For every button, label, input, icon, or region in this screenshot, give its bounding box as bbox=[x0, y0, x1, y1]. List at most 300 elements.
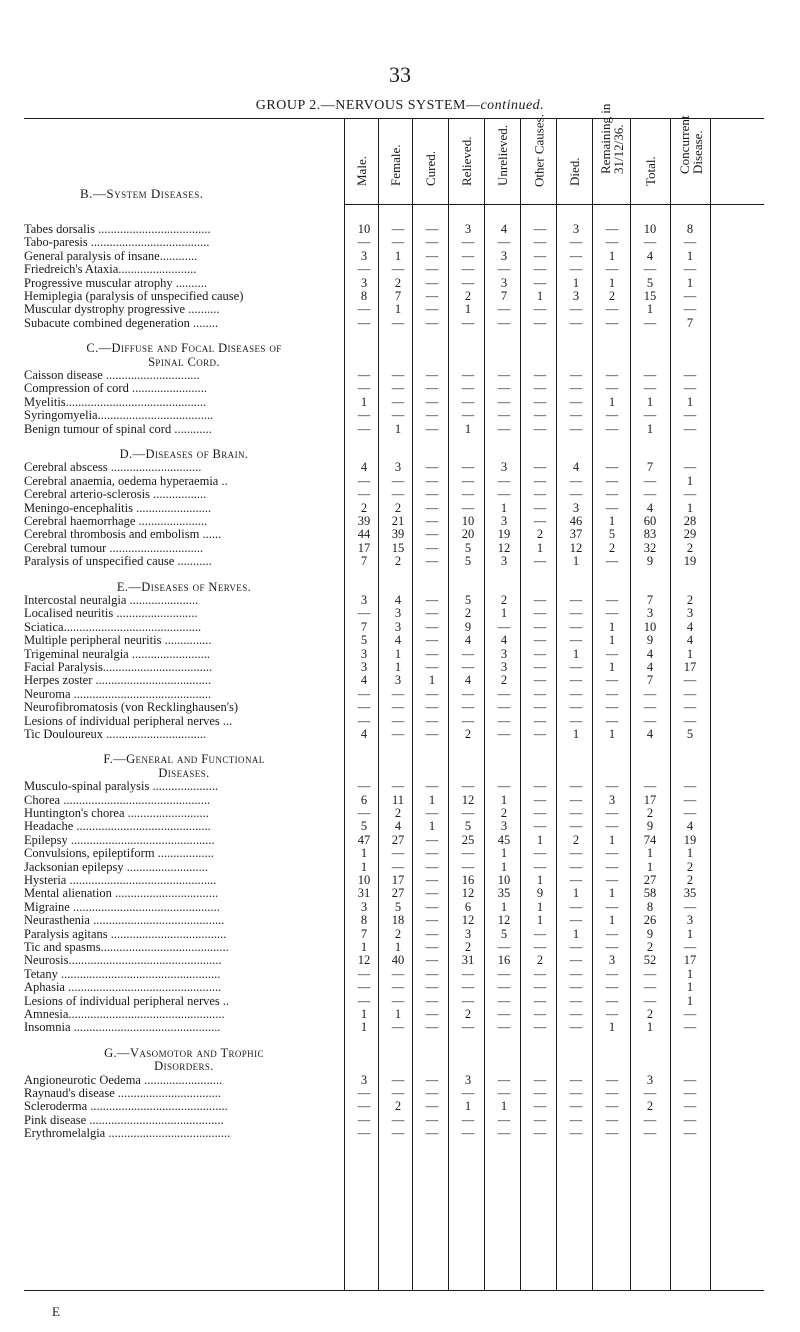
table-cell: 2 bbox=[686, 593, 694, 607]
table-cell: — bbox=[533, 846, 547, 861]
table-cell: 26 bbox=[643, 913, 657, 928]
table-cell: 1 bbox=[686, 473, 694, 488]
table-cell: — bbox=[461, 487, 475, 502]
table-cell: 16 bbox=[497, 953, 511, 968]
table-cell: — bbox=[391, 1112, 405, 1127]
table-cell: 40 bbox=[391, 953, 405, 968]
table-cell: — bbox=[533, 235, 547, 250]
table-cell: — bbox=[497, 1072, 511, 1087]
table-cell: — bbox=[533, 926, 547, 941]
table-cell: 3 bbox=[464, 926, 472, 941]
table-cell: 2 bbox=[394, 926, 402, 941]
table-cell: 1 bbox=[500, 606, 508, 621]
row-label: Insomnia ............................................... bbox=[24, 1020, 221, 1035]
table-cell: 3 bbox=[360, 646, 368, 661]
table-cell: 3 bbox=[608, 953, 616, 968]
table-cell: — bbox=[533, 368, 547, 382]
table-cell: — bbox=[425, 700, 439, 715]
table-cell: 17 bbox=[391, 873, 405, 887]
table-cell: — bbox=[533, 619, 547, 634]
table-cell: 2 bbox=[394, 806, 402, 820]
table-cell: — bbox=[461, 1112, 475, 1127]
column-header-label: Total. bbox=[642, 156, 658, 186]
table-cell: — bbox=[605, 686, 619, 701]
table-cell: 1 bbox=[428, 819, 436, 834]
table-cell: 1 bbox=[394, 646, 402, 661]
table-cell: — bbox=[569, 940, 583, 954]
row-label: Caisson disease .............................. bbox=[24, 368, 200, 382]
table-cell: — bbox=[605, 1112, 619, 1127]
table-cell: — bbox=[533, 248, 547, 263]
table-cell: — bbox=[497, 302, 511, 317]
table-cell: — bbox=[461, 859, 475, 874]
column-header bbox=[557, 118, 592, 204]
table-cell: 19 bbox=[497, 527, 511, 542]
table-cell: — bbox=[391, 235, 405, 250]
table-cell: 28 bbox=[683, 514, 697, 528]
table-cell: — bbox=[391, 262, 405, 277]
table-cell: — bbox=[497, 1112, 511, 1127]
table-cell: — bbox=[643, 1126, 657, 1141]
table-cell: — bbox=[357, 686, 371, 701]
table-cell: 10 bbox=[357, 222, 371, 236]
table-cell: — bbox=[683, 1086, 697, 1100]
table-cell: — bbox=[391, 1072, 405, 1087]
table-cell: 10 bbox=[357, 873, 371, 887]
table-cell: — bbox=[533, 700, 547, 715]
table-cell: — bbox=[461, 966, 475, 981]
table-cell: — bbox=[569, 381, 583, 396]
table-cell: — bbox=[461, 381, 475, 396]
table-cell: 2 bbox=[646, 940, 654, 954]
table-cell: — bbox=[569, 686, 583, 701]
row-label: Meningo-encephalitis ........................ bbox=[24, 500, 212, 515]
table-cell: — bbox=[425, 953, 439, 968]
table-cell: — bbox=[391, 727, 405, 741]
table-cell: — bbox=[643, 1086, 657, 1100]
table-cell: 3 bbox=[360, 275, 368, 290]
table-cell: — bbox=[643, 993, 657, 1008]
table-cell: 1 bbox=[608, 913, 616, 928]
table-cell: 5 bbox=[608, 527, 616, 542]
table-cell: — bbox=[569, 593, 583, 607]
table-cell: — bbox=[425, 859, 439, 874]
table-cell: 2 bbox=[608, 289, 616, 303]
table-cell: — bbox=[605, 262, 619, 277]
table-cell: 3 bbox=[360, 593, 368, 607]
table-cell: — bbox=[533, 315, 547, 330]
table-cell: 2 bbox=[686, 859, 694, 874]
table-cell: 12 bbox=[461, 913, 475, 928]
section-title: G.—Vasomotor and Trophic bbox=[104, 1045, 264, 1060]
table-cell: 3 bbox=[686, 913, 694, 928]
table-cell: 1 bbox=[428, 673, 436, 688]
table-cell: — bbox=[461, 646, 475, 661]
table-cell: — bbox=[425, 222, 439, 236]
table-cell: 4 bbox=[394, 819, 402, 834]
table-cell: — bbox=[425, 646, 439, 661]
table-cell: — bbox=[569, 899, 583, 914]
table-cell: — bbox=[357, 1126, 371, 1141]
table-cell: — bbox=[497, 1086, 511, 1100]
row-label: Myelitis............................................. bbox=[24, 394, 207, 409]
table-cell: — bbox=[643, 966, 657, 981]
table-cell: — bbox=[683, 460, 697, 475]
table-cell: — bbox=[391, 408, 405, 423]
table-cell: 1 bbox=[360, 940, 368, 954]
table-cell: — bbox=[391, 980, 405, 995]
table-cell: — bbox=[605, 1099, 619, 1114]
table-cell: — bbox=[605, 926, 619, 941]
table-cell: — bbox=[605, 819, 619, 834]
column-header bbox=[345, 118, 378, 204]
table-cell: — bbox=[569, 1099, 583, 1114]
table-cell: — bbox=[357, 806, 371, 820]
table-cell: — bbox=[497, 408, 511, 423]
table-cell: — bbox=[683, 262, 697, 277]
table-cell: 3 bbox=[500, 554, 508, 569]
table-cell: 7 bbox=[360, 619, 368, 634]
table-cell: — bbox=[425, 381, 439, 396]
table-cell: 1 bbox=[394, 940, 402, 954]
table-cell: 31 bbox=[461, 953, 475, 968]
table-cell: — bbox=[569, 660, 583, 674]
table-cell: 25 bbox=[461, 832, 475, 847]
row-label: Facial Paralysis................................... bbox=[24, 660, 213, 674]
table-cell: — bbox=[643, 487, 657, 502]
column-rule bbox=[344, 118, 345, 1290]
table-cell: — bbox=[605, 487, 619, 502]
section-title: D.—Diseases of Brain. bbox=[119, 447, 249, 461]
table-cell: — bbox=[569, 606, 583, 621]
row-label: Headache ........................................... bbox=[24, 819, 211, 834]
table-cell: — bbox=[569, 993, 583, 1008]
table-cell: 39 bbox=[391, 527, 405, 542]
table-cell: 4 bbox=[572, 460, 580, 475]
table-cell: 6 bbox=[464, 899, 472, 914]
table-cell: — bbox=[425, 993, 439, 1008]
table-cell: 1 bbox=[686, 926, 694, 941]
table-cell: — bbox=[461, 1020, 475, 1035]
table-cell: 10 bbox=[461, 514, 475, 528]
table-cell: 1 bbox=[686, 846, 694, 861]
table-cell: — bbox=[569, 1020, 583, 1035]
table-cell: — bbox=[391, 394, 405, 409]
table-cell: 60 bbox=[643, 514, 657, 528]
table-cell: — bbox=[533, 1112, 547, 1127]
row-label: Hysteria ............................................... bbox=[24, 873, 217, 887]
table-cell: 2 bbox=[464, 289, 472, 303]
table-cell: — bbox=[683, 1007, 697, 1021]
table-cell: — bbox=[605, 1007, 619, 1021]
column-header bbox=[413, 118, 448, 204]
table-cell: — bbox=[425, 1020, 439, 1035]
table-cell: — bbox=[569, 873, 583, 887]
table-cell: — bbox=[569, 1072, 583, 1087]
table-cell: 1 bbox=[608, 660, 616, 674]
table-cell: — bbox=[683, 1126, 697, 1141]
table-cell: — bbox=[605, 646, 619, 661]
table-cell: — bbox=[425, 1126, 439, 1141]
table-cell: — bbox=[425, 421, 439, 436]
table-cell: 2 bbox=[572, 832, 580, 847]
table-cell: 3 bbox=[360, 660, 368, 674]
table-cell: — bbox=[425, 1112, 439, 1127]
table-cell: — bbox=[533, 633, 547, 648]
table-cell: — bbox=[461, 779, 475, 794]
table-cell: 2 bbox=[464, 940, 472, 954]
table-cell: — bbox=[569, 619, 583, 634]
table-cell: — bbox=[533, 1099, 547, 1114]
table-cell: — bbox=[533, 262, 547, 277]
table-cell: — bbox=[461, 315, 475, 330]
column-header-label: Died. bbox=[566, 157, 582, 186]
table-cell: 12 bbox=[461, 792, 475, 807]
table-cell: 1 bbox=[572, 886, 580, 901]
table-cell: — bbox=[533, 1020, 547, 1035]
table-cell: — bbox=[425, 500, 439, 515]
column-header bbox=[379, 118, 412, 204]
table-cell: — bbox=[605, 873, 619, 887]
row-label: Angioneurotic Oedema ......................... bbox=[24, 1072, 223, 1087]
section-title: E.—Diseases of Nerves. bbox=[116, 579, 252, 594]
table-cell: — bbox=[357, 966, 371, 981]
table-cell: — bbox=[425, 899, 439, 914]
table-cell: — bbox=[497, 993, 511, 1008]
table-cell: 2 bbox=[536, 527, 544, 542]
table-cell: — bbox=[497, 262, 511, 277]
table-cell: — bbox=[357, 368, 371, 382]
row-label: Multiple peripheral neuritis ............... bbox=[24, 633, 212, 648]
table-cell: 1 bbox=[536, 289, 544, 303]
table-cell: 1 bbox=[572, 275, 580, 290]
table-cell: — bbox=[605, 673, 619, 688]
table-cell: — bbox=[425, 886, 439, 901]
row-label: Tabo-paresis ...................................... bbox=[24, 235, 210, 250]
table-cell: — bbox=[569, 302, 583, 317]
table-cell: 27 bbox=[391, 832, 405, 847]
table-cell: 1 bbox=[464, 1099, 472, 1114]
table-cell: 2 bbox=[646, 806, 654, 820]
table-cell: — bbox=[497, 394, 511, 409]
table-cell: 4 bbox=[646, 727, 654, 741]
table-cell: — bbox=[605, 713, 619, 728]
column-header bbox=[671, 115, 710, 204]
table-cell: 1 bbox=[646, 1020, 654, 1035]
table-cell: 1 bbox=[464, 421, 472, 436]
table-cell: 1 bbox=[686, 248, 694, 263]
table-cell: — bbox=[605, 460, 619, 475]
table-cell: 18 bbox=[391, 913, 405, 928]
table-cell: 1 bbox=[360, 1020, 368, 1035]
table-cell: — bbox=[425, 966, 439, 981]
table-cell: — bbox=[569, 473, 583, 488]
table-cell: 3 bbox=[686, 606, 694, 621]
table-cell: — bbox=[357, 980, 371, 995]
table-cell: — bbox=[643, 686, 657, 701]
table-cell: — bbox=[569, 980, 583, 995]
table-cell: — bbox=[425, 660, 439, 674]
table-cell: — bbox=[605, 1072, 619, 1087]
row-label: Huntington's chorea .......................... bbox=[24, 806, 209, 820]
table-cell: 3 bbox=[646, 606, 654, 621]
column-header bbox=[593, 103, 630, 204]
table-cell: — bbox=[497, 700, 511, 715]
table-cell: 5 bbox=[360, 633, 368, 648]
table-cell: — bbox=[533, 554, 547, 569]
table-cell: — bbox=[391, 859, 405, 874]
table-cell: — bbox=[533, 966, 547, 981]
table-cell: — bbox=[605, 302, 619, 317]
table-cell: 83 bbox=[643, 527, 657, 542]
table-cell: — bbox=[497, 727, 511, 741]
table-cell: — bbox=[533, 686, 547, 701]
table-cell: 4 bbox=[686, 633, 694, 648]
table-cell: — bbox=[425, 514, 439, 528]
table-cell: — bbox=[425, 289, 439, 303]
table-cell: — bbox=[683, 381, 697, 396]
table-cell: — bbox=[425, 394, 439, 409]
row-label: Paralysis of unspecified cause ........... bbox=[24, 554, 212, 569]
table-cell: — bbox=[605, 846, 619, 861]
table-cell: 1 bbox=[500, 859, 508, 874]
row-label: Paralysis agitans ..................................... bbox=[24, 926, 227, 941]
table-cell: 1 bbox=[394, 302, 402, 317]
table-cell: 17 bbox=[643, 792, 657, 807]
table-cell: — bbox=[357, 1112, 371, 1127]
section-title: Diseases. bbox=[158, 765, 210, 780]
table-cell: 7 bbox=[500, 289, 508, 303]
table-cell: — bbox=[391, 846, 405, 861]
table-cell: — bbox=[461, 686, 475, 701]
table-cell: 3 bbox=[464, 1072, 472, 1087]
table-cell: 1 bbox=[608, 619, 616, 634]
table-cell: — bbox=[605, 554, 619, 569]
table-cell: 1 bbox=[360, 394, 368, 409]
table-bottom-rule bbox=[24, 1290, 764, 1291]
table-cell: 1 bbox=[608, 248, 616, 263]
table-cell: 1 bbox=[608, 394, 616, 409]
table-cell: — bbox=[533, 408, 547, 423]
table-cell: — bbox=[533, 606, 547, 621]
table-cell: — bbox=[683, 792, 697, 807]
table-cell: — bbox=[461, 368, 475, 382]
table-cell: — bbox=[533, 993, 547, 1008]
table-cell: — bbox=[497, 1007, 511, 1021]
table-cell: 5 bbox=[464, 819, 472, 834]
table-cell: — bbox=[357, 487, 371, 502]
table-cell: — bbox=[497, 421, 511, 436]
table-cell: — bbox=[533, 500, 547, 515]
table-cell: — bbox=[357, 473, 371, 488]
table-cell: 1 bbox=[464, 302, 472, 317]
row-label: Localised neuritis .......................... bbox=[24, 606, 198, 621]
table-cell: — bbox=[569, 819, 583, 834]
table-cell: — bbox=[605, 235, 619, 250]
table-cell: — bbox=[683, 302, 697, 317]
table-cell: — bbox=[605, 500, 619, 515]
row-label: Aphasia ................................................. bbox=[24, 980, 222, 995]
table-cell: — bbox=[425, 1007, 439, 1021]
table-cell: — bbox=[605, 966, 619, 981]
table-cell: — bbox=[605, 980, 619, 995]
table-cell: 1 bbox=[394, 1007, 402, 1021]
table-cell: — bbox=[569, 859, 583, 874]
table-cell: — bbox=[391, 1086, 405, 1100]
table-cell: — bbox=[569, 248, 583, 263]
column-header-label: Other Causes. bbox=[531, 114, 546, 187]
table-cell: — bbox=[461, 473, 475, 488]
table-cell: 15 bbox=[643, 289, 657, 303]
column-header-label: Concurrent Disease. bbox=[676, 115, 705, 174]
table-cell: — bbox=[643, 980, 657, 995]
table-cell: — bbox=[643, 262, 657, 277]
table-cell: 44 bbox=[357, 527, 371, 542]
table-cell: — bbox=[425, 913, 439, 928]
table-cell: — bbox=[683, 235, 697, 250]
table-cell: — bbox=[683, 899, 697, 914]
table-cell: 2 bbox=[464, 1007, 472, 1021]
table-cell: 1 bbox=[686, 275, 694, 290]
table-cell: 1 bbox=[608, 275, 616, 290]
row-label: Cerebral thrombosis and embolism ...... bbox=[24, 527, 222, 542]
table-cell: 1 bbox=[360, 859, 368, 874]
header-bottom-rule bbox=[344, 204, 764, 205]
table-cell: 39 bbox=[357, 514, 371, 528]
table-cell: — bbox=[497, 980, 511, 995]
table-cell: — bbox=[605, 606, 619, 621]
table-cell: 9 bbox=[646, 554, 654, 569]
table-cell: 1 bbox=[686, 646, 694, 661]
table-cell: — bbox=[461, 846, 475, 861]
column-rule bbox=[710, 118, 711, 1290]
page-number: 33 bbox=[389, 62, 411, 87]
row-label: Jacksonian epilepsy .......................... bbox=[24, 859, 209, 874]
table-cell: — bbox=[425, 846, 439, 861]
table-cell: 31 bbox=[357, 886, 371, 901]
table-cell: — bbox=[425, 873, 439, 887]
table-cell: 4 bbox=[646, 500, 654, 515]
table-cell: — bbox=[461, 235, 475, 250]
table-cell: 12 bbox=[497, 913, 511, 928]
row-label: Mental alienation ................................. bbox=[24, 886, 219, 901]
table-cell: 9 bbox=[646, 819, 654, 834]
table-cell: — bbox=[461, 1086, 475, 1100]
table-cell: — bbox=[569, 713, 583, 728]
table-cell: 19 bbox=[683, 832, 697, 847]
table-cell: 52 bbox=[643, 953, 657, 968]
row-label: Scleroderma ............................................ bbox=[24, 1099, 228, 1114]
table-cell: — bbox=[683, 1112, 697, 1127]
table-cell: 7 bbox=[646, 460, 654, 475]
table-cell: 1 bbox=[572, 646, 580, 661]
table-cell: — bbox=[497, 235, 511, 250]
table-cell: — bbox=[643, 713, 657, 728]
table-cell: 10 bbox=[643, 222, 657, 236]
table-cell: — bbox=[643, 779, 657, 794]
table-cell: 1 bbox=[646, 859, 654, 874]
table-cell: — bbox=[425, 368, 439, 382]
table-cell: 1 bbox=[572, 727, 580, 741]
table-cell: — bbox=[683, 1099, 697, 1114]
row-label: Tabes dorsalis .................................... bbox=[24, 222, 211, 236]
table-cell: — bbox=[425, 832, 439, 847]
table-cell: 1 bbox=[360, 846, 368, 861]
table-cell: 3 bbox=[500, 819, 508, 834]
table-cell: — bbox=[533, 275, 547, 290]
table-cell: 16 bbox=[461, 873, 475, 887]
row-label: Tic and spasms......................................... bbox=[24, 940, 229, 954]
